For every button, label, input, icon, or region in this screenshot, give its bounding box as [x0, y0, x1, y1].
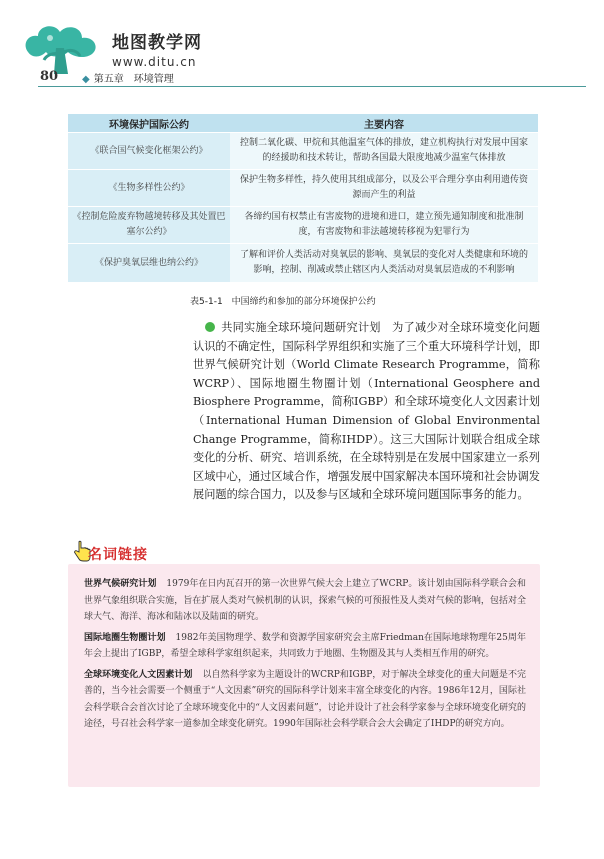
conventions-table	[68, 114, 538, 283]
table-row	[68, 170, 538, 207]
convention-name: 《控制危险废弃物越境转移及其处置巴塞尔公约》	[68, 207, 230, 244]
table-row	[68, 133, 538, 170]
term-link-header	[74, 540, 164, 562]
header-rule	[38, 86, 586, 87]
term-name: 国际地圈生物圈计划	[84, 632, 166, 643]
term-entry	[84, 667, 526, 733]
table-header-convention: 环境保护国际公约	[68, 114, 230, 133]
table-header-content: 主要内容	[230, 114, 538, 133]
convention-content: 了解和评价人类活动对臭氧层的影响、臭氧层的变化对人类健康和环境的影响，控制、削减或禁止辖区内人类活动对臭氧层造成的不利影响	[230, 244, 538, 283]
body-paragraph	[193, 319, 540, 505]
paragraph-body: 为了减少对全球环境变化问题认识的不确定性，国际科学界组织和实施了三个重大环境科学计划，即世界气候研究计划（World Climate Research Programme，简称WCRP）、国际地圈生物圈计划（International Geosphere and Biosphere Programme，简称IGBP）和全球环境变化人文因素计划（International Human Dimension of Global Environmental Change Programme，简称IHDP）。这三大国际计划联合组成全球变化的分析、研究、培训系统，在全球特别是在发展中国家建立一系列区域中心，通过区域合作，增强发展中国家解决本国环境和社会协调发展问题的综合国力，以及参与区域和全球环境问题国际事务的能力。	[193, 321, 540, 502]
term-entry	[84, 576, 526, 626]
chapter-title	[82, 70, 174, 85]
term-name: 全球环境变化人文因素计划	[84, 669, 193, 680]
page-number: 80	[40, 69, 59, 84]
term-link-title: 名词链接	[88, 547, 148, 563]
table-row	[68, 244, 538, 283]
convention-content: 各缔约国有权禁止有害废物的进境和进口，建立预先通知制度和批准制度，有害废物和非法越境转移视为犯罪行为	[230, 207, 538, 244]
term-text: 以自然科学家为主题设计的WCRP和IGBP，对于解决全球变化的重大问题是不完善的，当今社会需要一个侧重于“人文因素”研究的国际科学计划来丰富全球变化的内容。1986年12月，国际社会科学联合会首次讨论了全球环境变化中的“人文因素问题”，讨论并设计了社会科学家参与全球环境变化研究的途径，号召社会科学家一道参加全球变化研究。1990年国际社会科学联合会大会确定了IHDP的研究方向。	[84, 669, 526, 729]
chapter-label: 第五章 环境管理	[93, 74, 174, 85]
term-text: 1982年美国物理学、数学和资源学国家研究会主席Friedman在国际地球物理年25周年年会上提出了IGBP，希望全球科学家组织起来，共同致力于地圈、生物圈及其与人类相互作用的研究。	[84, 632, 526, 659]
site-logo	[112, 28, 202, 69]
convention-content: 保护生物多样性，持久使用其组成部分，以及公平合理分享由利用遗传资源而产生的利益	[230, 170, 538, 207]
table-header-row	[68, 114, 538, 133]
site-url: www.ditu.cn	[112, 55, 197, 69]
diamond-icon: ◆	[82, 74, 90, 85]
site-title: 地图教学网	[112, 33, 202, 53]
paragraph-lead: 共同实施全球环境问题研究计划	[221, 321, 381, 334]
table-caption: 表5-1-1 中国缔约和参加的部分环境保护公约	[190, 297, 376, 307]
table-row	[68, 207, 538, 244]
convention-name: 《生物多样性公约》	[68, 170, 230, 207]
convention-content: 控制二氧化碳、甲烷和其他温室气体的排放，建立机构执行对发展中国家的经援助和技术转让，帮助各国最大限度地减少温室气体排放	[230, 133, 538, 170]
tree-logo-icon	[20, 18, 106, 74]
green-dot-icon	[205, 322, 215, 332]
term-entry	[84, 630, 526, 663]
convention-name: 《保护臭氧层维也纳公约》	[68, 244, 230, 283]
term-name: 世界气候研究计划	[84, 579, 157, 589]
term-link-box	[68, 564, 540, 787]
term-text: 1979年在日内瓦召开的第一次世界气候大会上建立了WCRP。该计划由国际科学联合会和世界气象组织联合实施，旨在扩展人类对气候机制的认识，探索气候的可预报性及人类对气候的影响，包括对全球大气、海洋、海冰和陆冰以及陆面的研究。	[84, 579, 526, 622]
convention-name: 《联合国气候变化框架公约》	[68, 133, 230, 170]
